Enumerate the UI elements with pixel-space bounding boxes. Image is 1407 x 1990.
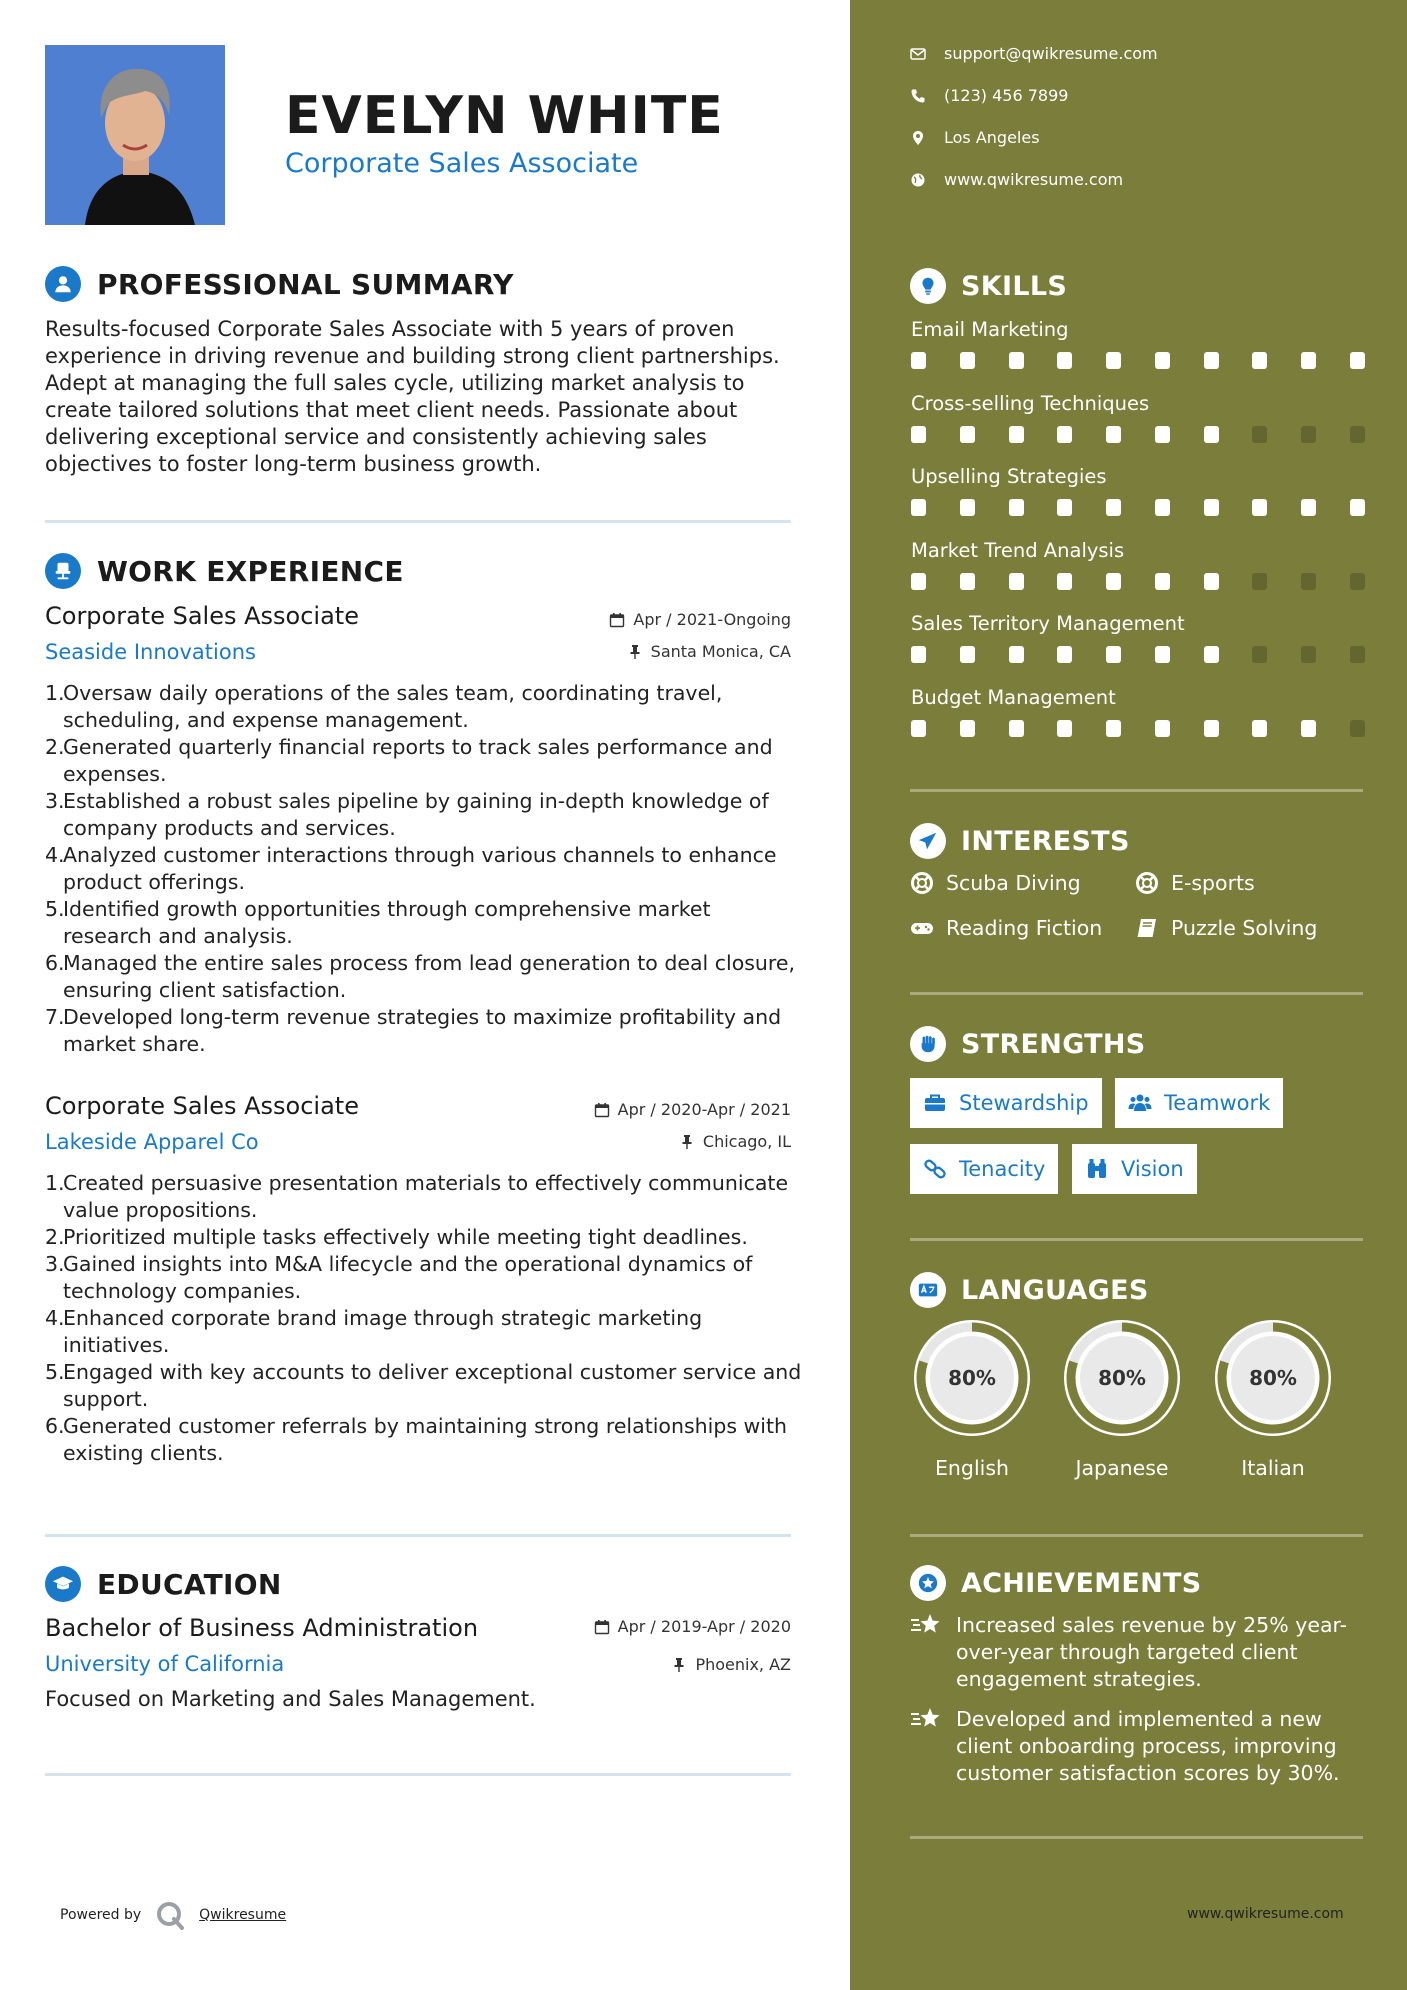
rating-dot-filled bbox=[960, 573, 975, 590]
summary-heading bbox=[45, 266, 514, 302]
rating-dot-filled bbox=[1106, 352, 1121, 369]
job-location bbox=[491, 1132, 791, 1151]
rating-dot-filled bbox=[1252, 352, 1267, 369]
rating-dot-empty bbox=[1252, 426, 1267, 443]
languages-title: LANGUAGES bbox=[961, 1274, 1149, 1306]
strength-label: Vision bbox=[1121, 1157, 1184, 1181]
rating-dot-empty bbox=[1301, 646, 1316, 663]
rating-dot-filled bbox=[960, 720, 975, 737]
skill-rating bbox=[911, 646, 1365, 663]
strength-badge bbox=[910, 1078, 1102, 1128]
job-location bbox=[491, 642, 791, 661]
rating-dot-empty bbox=[1350, 426, 1365, 443]
contact-website[interactable] bbox=[910, 170, 1123, 189]
list-item: 6. Generated customer referrals by maintaining strong relationships with existing clients. bbox=[45, 1414, 788, 1465]
rating-dot-filled bbox=[1301, 720, 1316, 737]
book-icon bbox=[1135, 916, 1159, 940]
rating-dot-filled bbox=[1204, 573, 1219, 590]
language-percent: 80% bbox=[1249, 1366, 1297, 1390]
calendar-icon bbox=[609, 612, 625, 628]
section-divider bbox=[910, 789, 1363, 792]
interests-title: INTERESTS bbox=[961, 825, 1130, 857]
achievements-title: ACHIEVEMENTS bbox=[961, 1567, 1202, 1599]
language-name: Japanese bbox=[1075, 1456, 1169, 1480]
graduation-cap-icon bbox=[45, 1566, 81, 1602]
user-icon bbox=[45, 266, 81, 302]
achievement-text: Increased sales revenue by 25% year-over-year through targeted client engagement strategies. bbox=[956, 1613, 1348, 1691]
link-icon bbox=[923, 1157, 947, 1181]
rating-dot-filled bbox=[911, 720, 926, 737]
language-progress-ring bbox=[910, 1316, 1034, 1440]
fist-icon bbox=[910, 1026, 946, 1062]
rating-dot-empty bbox=[1301, 573, 1316, 590]
phone-icon bbox=[910, 88, 926, 104]
list-item: 6. Managed the entire sales process from lead generation to deal closure, ensuring client satisfaction. bbox=[45, 951, 796, 1002]
contact-location bbox=[910, 128, 1040, 147]
rating-dot-filled bbox=[1301, 499, 1316, 516]
list-item: 1. Created persuasive presentation materials to effectively communicate value propositions. bbox=[45, 1171, 789, 1222]
language-item bbox=[1060, 1316, 1184, 1480]
job-location-text: Santa Monica, CA bbox=[650, 642, 791, 661]
strength-badge bbox=[1072, 1144, 1197, 1194]
rating-dot-filled bbox=[1009, 352, 1024, 369]
qwikresume-logo-icon bbox=[155, 1900, 185, 1930]
rating-dot-filled bbox=[1155, 646, 1170, 663]
rating-dot-filled bbox=[1057, 499, 1072, 516]
section-divider bbox=[910, 1534, 1363, 1537]
contact-email[interactable] bbox=[910, 44, 1158, 63]
language-progress-ring bbox=[1060, 1316, 1184, 1440]
pin-icon bbox=[679, 1134, 695, 1150]
rating-dot-filled bbox=[911, 352, 926, 369]
contact-phone[interactable] bbox=[910, 86, 1068, 105]
strength-label: Teamwork bbox=[1164, 1091, 1271, 1115]
rating-dot-filled bbox=[1155, 499, 1170, 516]
section-divider bbox=[910, 1836, 1363, 1839]
rating-dot-filled bbox=[1155, 426, 1170, 443]
language-name: English bbox=[934, 1456, 1010, 1480]
rating-dot-filled bbox=[1057, 720, 1072, 737]
language-icon bbox=[910, 1272, 946, 1308]
profile-photo bbox=[45, 45, 225, 225]
interest-item bbox=[1135, 871, 1255, 895]
rating-dot-filled bbox=[1009, 646, 1024, 663]
footer-website[interactable]: www.qwikresume.com bbox=[1187, 1906, 1344, 1922]
rating-dot-filled bbox=[960, 499, 975, 516]
envelope-icon bbox=[910, 46, 926, 62]
users-icon bbox=[1128, 1091, 1152, 1115]
shooting-star-icon bbox=[910, 1612, 942, 1640]
binoculars-icon bbox=[1085, 1157, 1109, 1181]
skill-name: Sales Territory Management bbox=[911, 612, 1185, 635]
rating-dot-filled bbox=[1204, 352, 1219, 369]
lifering-icon bbox=[1135, 871, 1159, 895]
rating-dot-empty bbox=[1350, 720, 1365, 737]
language-item bbox=[910, 1316, 1034, 1480]
skill-name: Upselling Strategies bbox=[911, 465, 1107, 488]
skill-name: Email Marketing bbox=[911, 318, 1069, 341]
interest-label: Reading Fiction bbox=[946, 916, 1103, 940]
rating-dot-filled bbox=[960, 426, 975, 443]
list-item: 5. Identified growth opportunities through comprehensive market research and analysis. bbox=[45, 897, 711, 948]
pin-icon bbox=[627, 644, 643, 660]
rating-dot-filled bbox=[1009, 499, 1024, 516]
education-description: Focused on Marketing and Sales Management. bbox=[45, 1687, 536, 1711]
rating-dot-empty bbox=[1301, 426, 1316, 443]
lightbulb-icon bbox=[910, 268, 946, 304]
languages-heading bbox=[910, 1272, 1149, 1308]
calendar-icon bbox=[594, 1619, 610, 1635]
qwikresume-link[interactable]: Qwikresume bbox=[199, 1907, 287, 1923]
language-percent: 80% bbox=[1098, 1366, 1146, 1390]
skill-rating bbox=[911, 352, 1365, 369]
rating-dot-empty bbox=[1252, 646, 1267, 663]
work-title: WORK EXPERIENCE bbox=[97, 554, 404, 588]
education-heading bbox=[45, 1566, 282, 1602]
job-duties-list bbox=[45, 1170, 805, 1467]
job-dates-text: Apr / 2021-Ongoing bbox=[633, 610, 791, 629]
strengths-heading bbox=[910, 1026, 1146, 1062]
rating-dot-empty bbox=[1350, 573, 1365, 590]
list-item: 1. Oversaw daily operations of the sales team, coordinating travel, scheduling, and expense management. bbox=[45, 681, 723, 732]
calendar-icon bbox=[594, 1102, 610, 1118]
rating-dot-filled bbox=[1057, 573, 1072, 590]
education-location-text: Phoenix, AZ bbox=[695, 1655, 791, 1674]
rating-dot-filled bbox=[1106, 573, 1121, 590]
section-divider bbox=[45, 1534, 791, 1537]
rating-dot-filled bbox=[1252, 720, 1267, 737]
achievement-item bbox=[910, 1706, 1370, 1787]
section-divider bbox=[910, 992, 1363, 995]
company-name: Lakeside Apparel Co bbox=[45, 1130, 259, 1154]
language-item bbox=[1211, 1316, 1335, 1480]
rating-dot-filled bbox=[1204, 499, 1219, 516]
candidate-title: Corporate Sales Associate bbox=[285, 148, 639, 179]
interest-item bbox=[1135, 916, 1317, 940]
contact-email-text: support@qwikresume.com bbox=[944, 44, 1158, 63]
rating-dot-filled bbox=[1350, 499, 1365, 516]
rating-dot-filled bbox=[1106, 426, 1121, 443]
star-badge-icon bbox=[910, 1565, 946, 1601]
job-dates-text: Apr / 2020-Apr / 2021 bbox=[617, 1100, 791, 1119]
map-marker-icon bbox=[910, 130, 926, 146]
skill-name: Budget Management bbox=[911, 685, 1116, 709]
rating-dot-filled bbox=[1204, 720, 1219, 737]
interest-label: E-sports bbox=[1171, 871, 1255, 895]
job-title: Corporate Sales Associate bbox=[45, 602, 359, 630]
rating-dot-filled bbox=[1009, 426, 1024, 443]
rating-dot-filled bbox=[1155, 352, 1170, 369]
rating-dot-filled bbox=[960, 646, 975, 663]
list-item: 2. Prioritized multiple tasks effectively while meeting tight deadlines. bbox=[45, 1225, 748, 1249]
list-item: 5. Engaged with key accounts to deliver exceptional customer service and support. bbox=[45, 1360, 802, 1411]
job-dates bbox=[491, 1100, 791, 1119]
lifering-icon bbox=[910, 871, 934, 895]
skills-heading bbox=[910, 268, 1067, 304]
rating-dot-filled bbox=[1155, 720, 1170, 737]
strength-label: Stewardship bbox=[959, 1091, 1089, 1115]
rating-dot-filled bbox=[1106, 499, 1121, 516]
pin-icon bbox=[671, 1657, 687, 1673]
language-percent: 80% bbox=[948, 1366, 996, 1390]
education-dates bbox=[491, 1617, 791, 1636]
gamepad-icon bbox=[910, 916, 934, 940]
sidebar bbox=[850, 0, 1407, 1990]
language-progress-ring bbox=[1211, 1316, 1335, 1440]
strength-label: Tenacity bbox=[959, 1157, 1046, 1181]
job-duties-list bbox=[45, 680, 805, 1058]
rating-dot-filled bbox=[1057, 352, 1072, 369]
company-name: Seaside Innovations bbox=[45, 640, 256, 664]
rating-dot-filled bbox=[960, 352, 975, 369]
rating-dot-filled bbox=[1155, 573, 1170, 590]
list-item: 4. Enhanced corporate brand image through strategic marketing initiatives. bbox=[45, 1306, 703, 1357]
briefcase-icon bbox=[923, 1091, 947, 1115]
rating-dot-filled bbox=[1057, 426, 1072, 443]
job-dates bbox=[491, 610, 791, 629]
list-item: 3. Gained insights into M&A lifecycle and the operational dynamics of technology companies. bbox=[45, 1252, 753, 1303]
school-name: University of California bbox=[45, 1652, 285, 1676]
rating-dot-filled bbox=[1204, 426, 1219, 443]
list-item: 4. Analyzed customer interactions through various channels to enhance product offerings. bbox=[45, 843, 777, 894]
interest-label: Scuba Diving bbox=[946, 871, 1081, 895]
skill-rating bbox=[911, 573, 1365, 590]
rating-dot-filled bbox=[911, 426, 926, 443]
rating-dot-filled bbox=[1009, 573, 1024, 590]
rating-dot-filled bbox=[1106, 720, 1121, 737]
achievement-text: Developed and implemented a new client onboarding process, improving customer satisfaction scores by 30%. bbox=[956, 1707, 1340, 1785]
interest-item bbox=[910, 871, 1081, 895]
rating-dot-filled bbox=[1057, 646, 1072, 663]
rating-dot-filled bbox=[911, 646, 926, 663]
paper-plane-icon bbox=[910, 823, 946, 859]
work-heading bbox=[45, 553, 404, 589]
job-location-text: Chicago, IL bbox=[702, 1132, 791, 1151]
powered-by-label: Powered by bbox=[60, 1907, 142, 1923]
rating-dot-filled bbox=[1009, 720, 1024, 737]
summary-text: Results-focused Corporate Sales Associate with 5 years of proven experience in driving revenue and building strong client partnerships. Adept at managing the full sales cycle, utilizing market analysis to create tailored solutions that meet client needs. Passionate about delivering exceptional service and consistently achieving sales objectives to foster long-term business growth. bbox=[45, 317, 780, 476]
contact-location-text: Los Angeles bbox=[944, 128, 1040, 147]
rating-dot-filled bbox=[1252, 499, 1267, 516]
skill-rating bbox=[911, 499, 1365, 516]
chair-icon bbox=[45, 553, 81, 589]
interests-heading bbox=[910, 823, 1130, 859]
degree-title: Bachelor of Business Administration bbox=[45, 1614, 479, 1642]
skill-name: Cross-selling Techniques bbox=[911, 391, 1150, 415]
summary-title: PROFESSIONAL SUMMARY bbox=[97, 267, 514, 301]
interest-label: Puzzle Solving bbox=[1171, 916, 1318, 940]
skill-name: Market Trend Analysis bbox=[911, 538, 1125, 562]
interest-item bbox=[910, 916, 1102, 940]
strength-badge bbox=[910, 1144, 1058, 1194]
section-divider bbox=[45, 520, 791, 523]
rating-dot-empty bbox=[1350, 646, 1365, 663]
section-divider bbox=[45, 1773, 791, 1776]
list-item: 7. Developed long-term revenue strategies to maximize profitability and market share. bbox=[45, 1005, 782, 1056]
strengths-title: STRENGTHS bbox=[961, 1028, 1146, 1060]
contact-website-text: www.qwikresume.com bbox=[944, 170, 1124, 189]
list-item: 3. Established a robust sales pipeline by gaining in-depth knowledge of company products and services. bbox=[45, 789, 769, 840]
shooting-star-icon bbox=[910, 1706, 942, 1734]
strength-badge bbox=[1115, 1078, 1283, 1128]
rating-dot-filled bbox=[1204, 646, 1219, 663]
education-title: EDUCATION bbox=[97, 1567, 282, 1601]
rating-dot-filled bbox=[1106, 646, 1121, 663]
achievements-heading bbox=[910, 1565, 1202, 1601]
rating-dot-empty bbox=[1252, 573, 1267, 590]
list-item: 2. Generated quarterly financial reports to track sales performance and expenses. bbox=[45, 735, 773, 786]
rating-dot-filled bbox=[911, 499, 926, 516]
language-name: Italian bbox=[1241, 1456, 1305, 1480]
skill-rating bbox=[911, 426, 1365, 443]
section-divider bbox=[910, 1238, 1363, 1241]
education-location bbox=[491, 1655, 791, 1674]
candidate-name: EVELYN WHITE bbox=[285, 86, 724, 146]
job-title: Corporate Sales Associate bbox=[45, 1092, 359, 1120]
rating-dot-filled bbox=[1301, 352, 1316, 369]
skill-rating bbox=[911, 720, 1365, 737]
rating-dot-filled bbox=[911, 573, 926, 590]
globe-icon bbox=[910, 172, 926, 188]
skills-title: SKILLS bbox=[961, 270, 1068, 302]
powered-by bbox=[60, 1900, 286, 1930]
achievement-item bbox=[910, 1612, 1370, 1693]
rating-dot-filled bbox=[1350, 352, 1365, 369]
contact-phone-text: (123) 456 7899 bbox=[944, 86, 1069, 105]
education-dates-text: Apr / 2019-Apr / 2020 bbox=[617, 1617, 791, 1636]
